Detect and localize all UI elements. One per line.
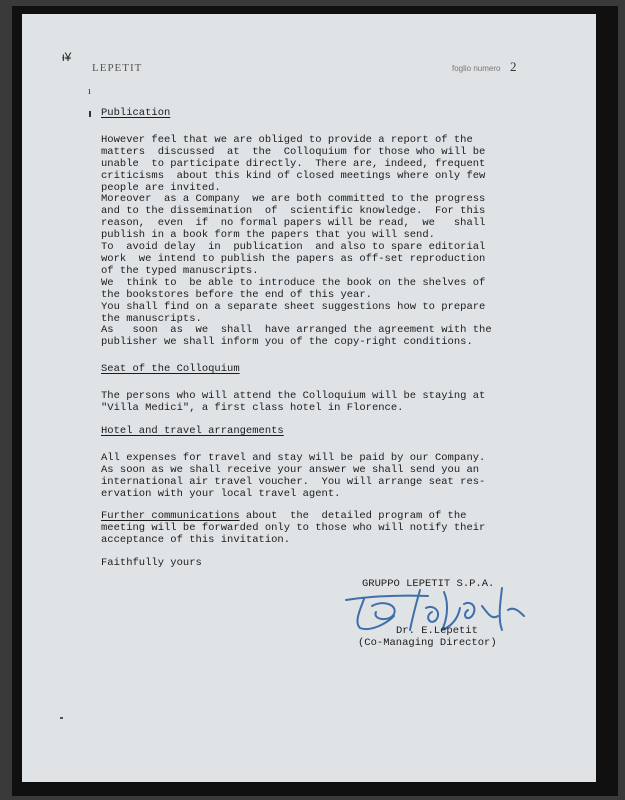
text-line: criticisms about this kind of closed meetings where only few [101,169,486,182]
text-line: To avoid delay in publication and also to spare editorial [101,241,486,254]
section-heading-seat: Seat of the Colloquium [101,363,240,376]
closing: Faithfully yours [101,557,202,570]
letter-body [101,108,521,570]
text-line: reason, even if no formal papers will be read, we shall [101,217,486,230]
text-line: As soon as we shall receive your answer we shall send you an [101,463,480,476]
text-line: We think to be able to introduce the book on the shelves of [101,276,486,289]
text-line: publish in a book form the papers that you will send. [101,229,435,242]
text-line: Moreover as a Company we are both committed to the progress [101,193,486,206]
text-line: matters discussed at the Colloquium for those who will be [101,145,486,158]
margin-speck [60,717,63,719]
text-line: work we intend to publish the papers as off-set reproduction [101,252,486,265]
text-line: All expenses for travel and stay will be paid by our Company. [101,451,486,464]
text-line: meeting will be forwarded only to those who will notify their [101,522,486,535]
letterhead-mark: ᵻ¥ [62,50,72,64]
text-line: international air travel voucher. You will arrange seat res- [101,475,486,488]
section-heading-further: Further communications [101,510,240,523]
text-line: unable to participate directly. There are, indeed, frequent [101,157,486,170]
margin-bullet [89,111,91,117]
text-line: publisher we shall inform you of the copy-right conditions. [101,336,473,349]
text-fragment: about the detailed program of the [239,510,467,523]
hotel-text [101,453,521,501]
section-heading-publication: Publication [101,107,171,119]
text-line: people are invited. [101,181,221,194]
text-line: ervation with your local travel agent. [101,487,341,500]
section-heading-hotel: Hotel and travel arrangements [101,424,284,437]
signatory-name: Dr. E.Lepetit [396,625,478,637]
text-line: acceptance of this invitation. [101,534,291,547]
page-number: 2 [510,59,517,74]
seat-text [101,391,521,415]
signature-company: GRUPPO LEPETIT S.P.A. [362,578,495,590]
text-line: The persons who will attend the Colloquium will be staying at [101,390,486,403]
page-label: foglio numero [452,64,501,73]
text-line: However feel that we are obliged to provide a report of the [101,133,473,146]
publication-text [101,135,521,349]
margin-mark: ı [88,86,91,97]
text-line: As soon as we shall have arranged the agreement with the [101,324,492,337]
text-line: and to the dissemination of scientific knowledge. For this [101,205,486,218]
text-line: "Villa Medici", a first class hotel in Florence. [101,402,404,415]
letterhead-company: LEPETIT [92,62,143,74]
text-line: You shall find on a separate sheet suggestions how to prepare [101,300,486,313]
text-line: the bookstores before the end of this year. [101,288,372,301]
text-line: of the typed manuscripts. [101,264,259,277]
signatory-title: (Co-Managing Director) [358,637,497,649]
further-text [101,511,521,547]
text-line: the manuscripts. [101,312,202,325]
